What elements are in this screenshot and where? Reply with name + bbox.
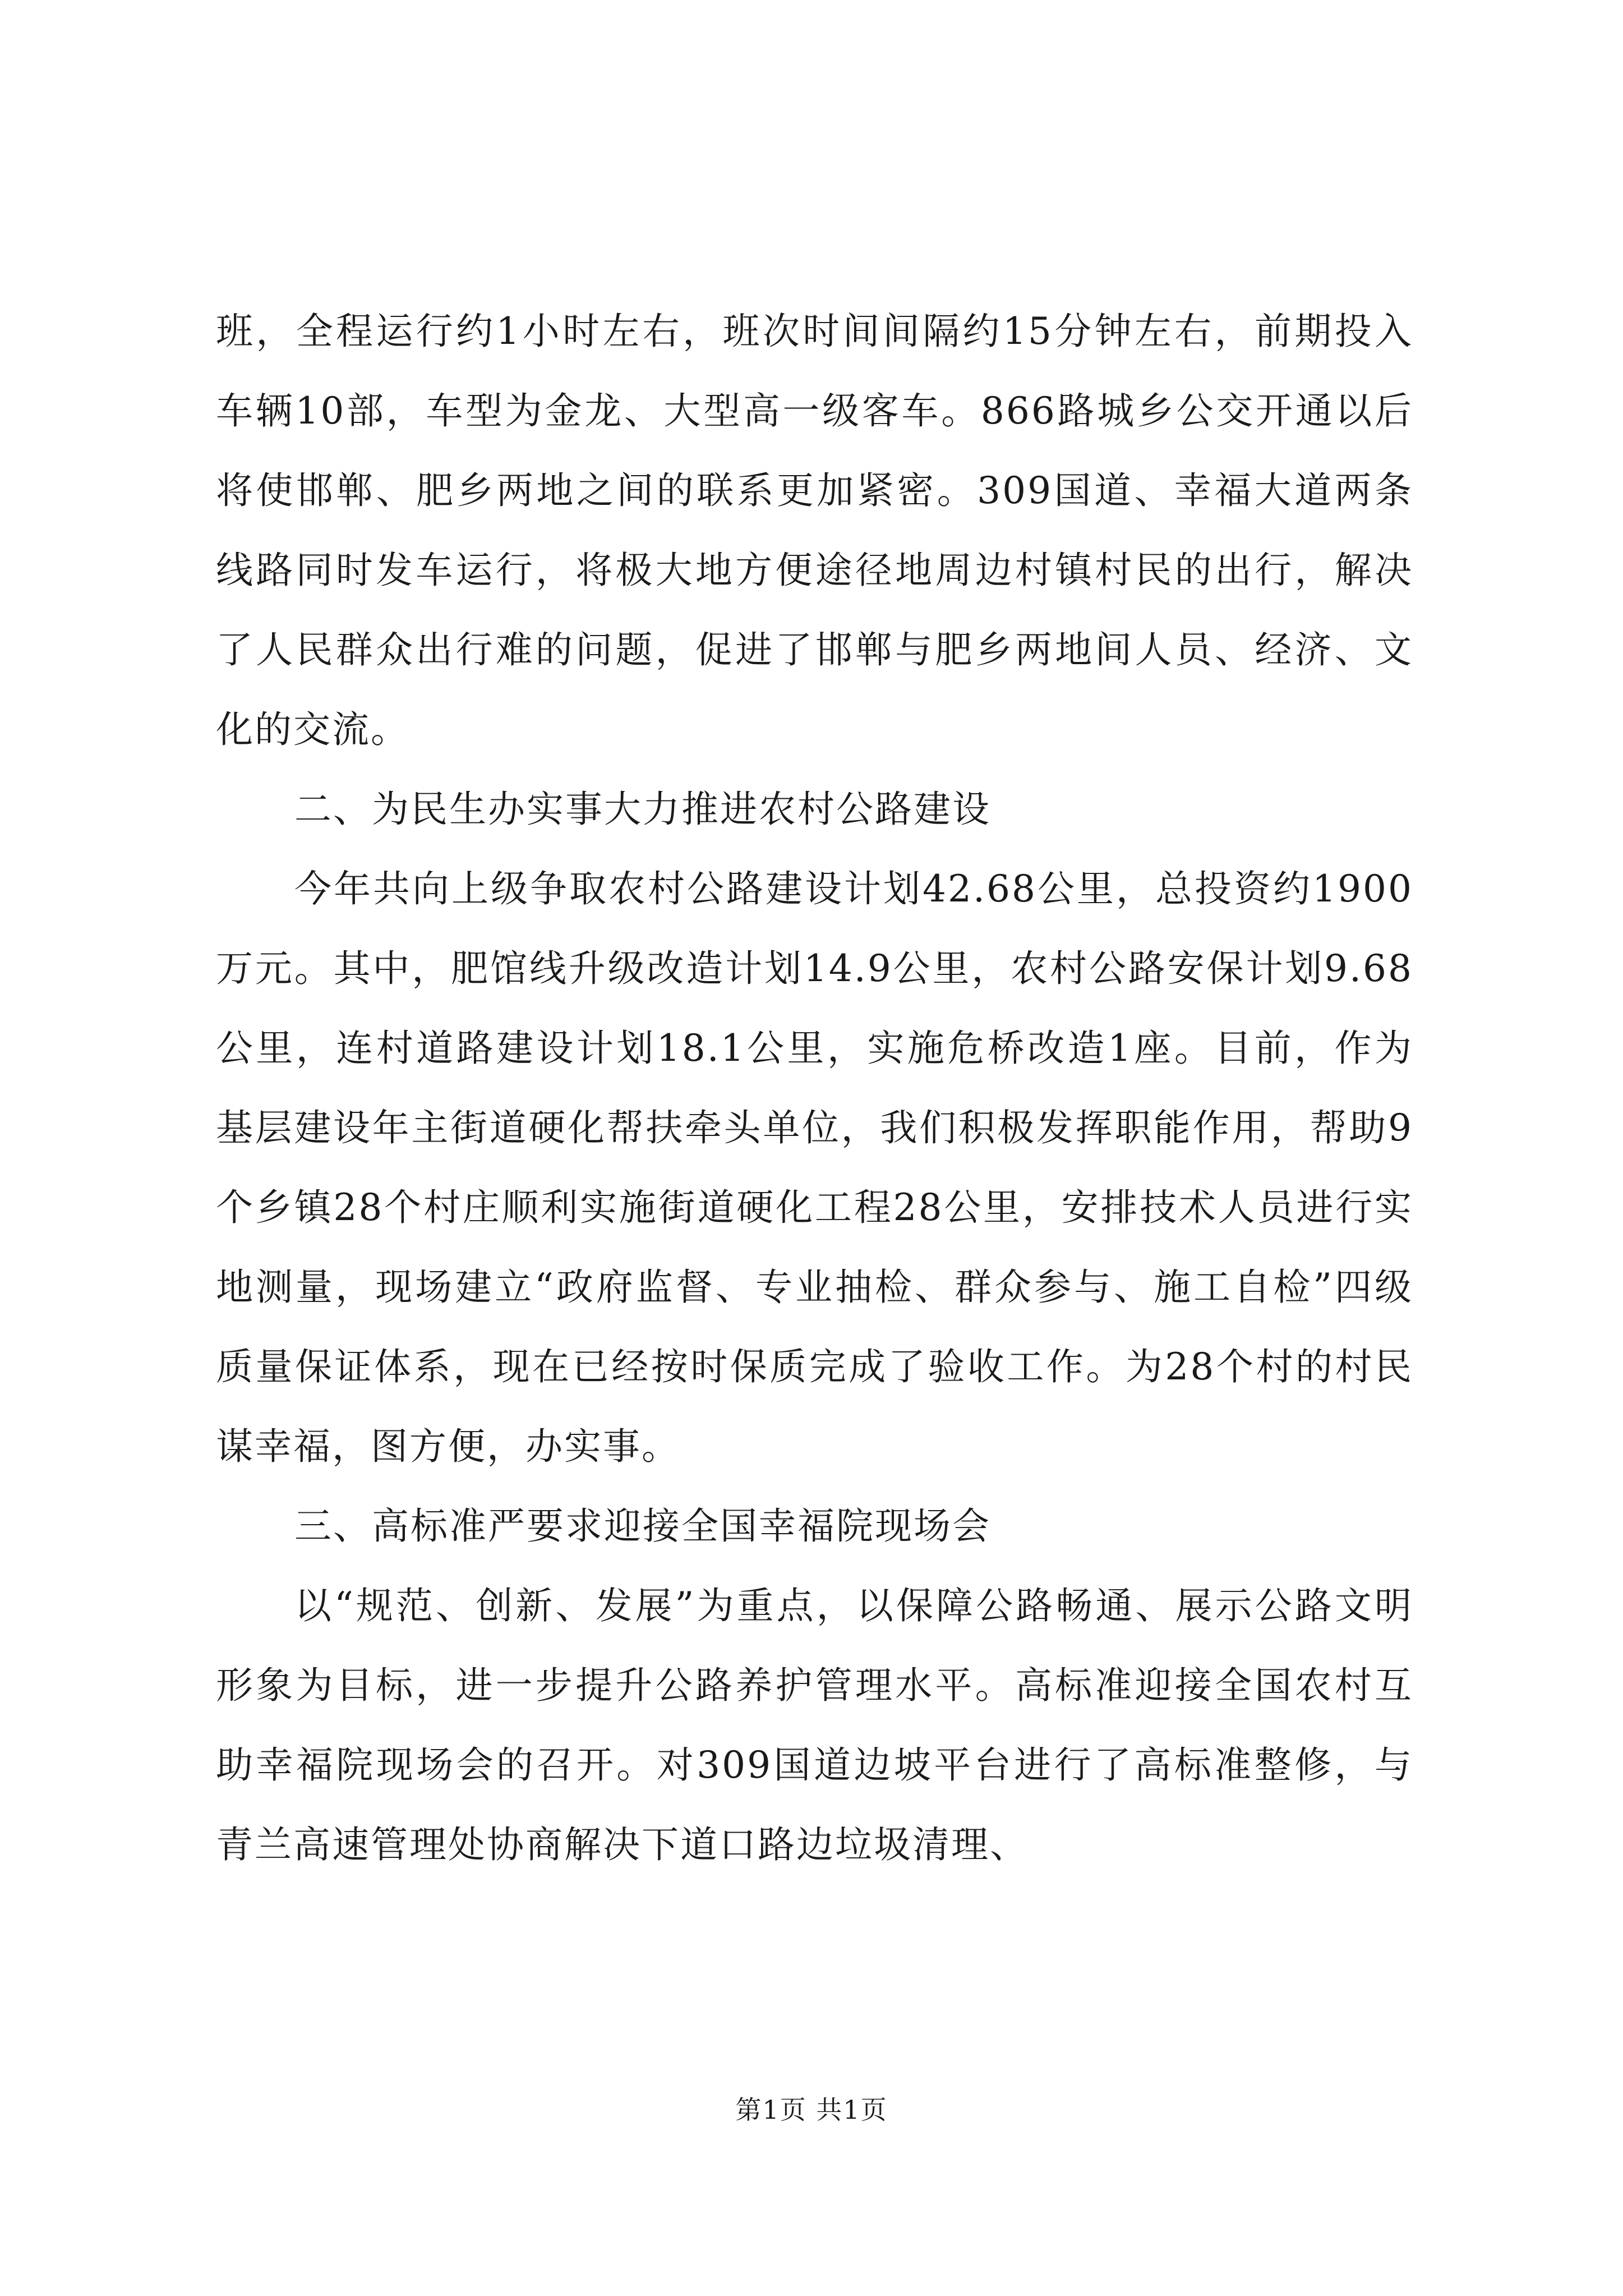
paragraph-section-3: 以“规范、创新、发展”为重点，以保障公路畅通、展示公路文明形象为目标，进一步提升公路养护管理水平。高标准迎接全国农村互助幸福院现场会的召开。对309国道边坡平台进行了高标准整修，与青兰高速管理处协商解决下道口路边垃圾清理、 [216, 1584, 1413, 1866]
paragraph-continuation: 班，全程运行约1小时左右，班次时间间隔约15分钟左右，前期投入车辆10部，车型为金龙、大型高一级客车。866路城乡公交开通以后将使邯郸、肥乡两地之间的联系更加紧密。309国道、幸福大道两条线路同时发车运行，将极大地方便途径地周边村镇村民的出行，解决了人民群众出行难的问题，促进了邯郸与肥乡两地间人员、经济、文化的交流。 [216, 310, 1413, 751]
page-footer: 第1页 共1页 [735, 2095, 888, 2125]
document-body [216, 292, 1413, 1885]
paragraph-section-2: 今年共向上级争取农村公路建设计划42.68公里，总投资约1900万元。其中，肥馆线升级改造计划14.9公里，农村公路安保计划9.68公里，连村道路建设计划18.1公里，实施危桥改造1座。目前，作为基层建设年主街道硬化帮扶牵头单位，我们积极发挥职能作用，帮助9个乡镇28个村庄顺利实施街道硬化工程28公里，安排技术人员进行实地测量，现场建立“政府监督、专业抽检、群众参与、施工自检”四级质量保证体系，现在已经按时保质完成了验收工作。为28个村的村民谋幸福，图方便，办实事。 [216, 867, 1413, 1468]
section-heading-3: 三、高标准严要求迎接全国幸福院现场会 [294, 1504, 991, 1548]
section-heading-2: 二、为民生办实事大力推进农村公路建设 [294, 788, 991, 831]
